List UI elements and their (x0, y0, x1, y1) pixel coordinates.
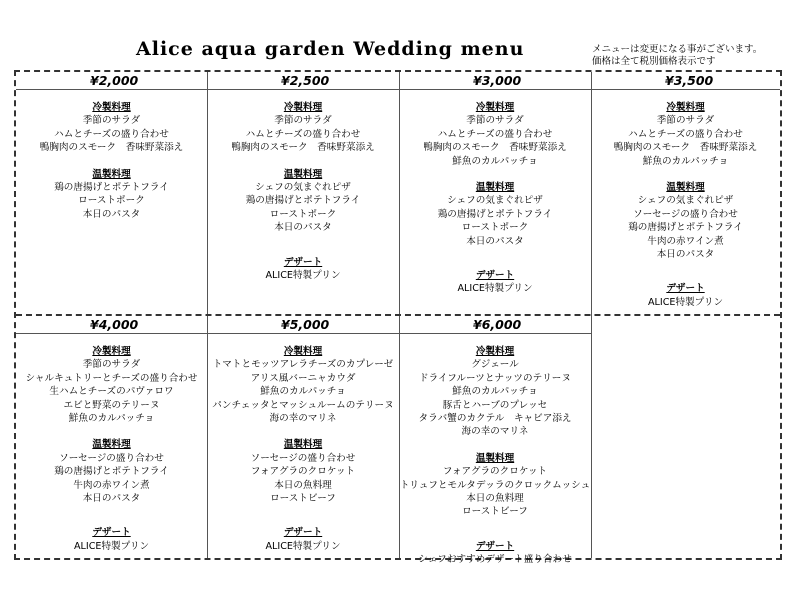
price-underline (207, 89, 399, 90)
section-heading: 冷製料理 (666, 102, 705, 113)
menu-item: 本日のパスタ (274, 222, 332, 234)
menu-item: 鶏の唐揚げとポテトフライ (628, 222, 743, 234)
menu-item: ALICE特製プリン (265, 270, 341, 282)
menu-item: 季節のサラダ (82, 359, 141, 371)
menu-item: 鮮魚のカルパッチョ (260, 386, 346, 398)
menu-item: 鶏の唐揚げとポテトフライ (54, 466, 169, 478)
section-spacer (16, 155, 207, 168)
menu-item: タラバ蟹のカクテル キャビア添え (418, 413, 572, 425)
menu-item: 季節のサラダ (274, 115, 332, 127)
menu-item: ハムとチーズの盛り合わせ (245, 128, 361, 140)
note-tax: 価格は全て税別価格表示です (592, 56, 716, 67)
section-heading: 温製料理 (475, 452, 515, 464)
section-heading: 温製料理 (283, 168, 323, 180)
menu-item: ハムとチーズの盛り合わせ (437, 128, 553, 140)
section-heading: 冷製料理 (475, 346, 515, 357)
menu-item: 本日のパスタ (82, 208, 141, 220)
menu-item: アリス風バーニャカウダ (250, 372, 356, 384)
menu-item: 本日の魚料理 (274, 479, 332, 491)
section-spacer (399, 439, 591, 452)
menu-item: ローストポーク (269, 208, 337, 220)
section-heading: 冷製料理 (92, 102, 131, 113)
menu-item: ローストビーフ (462, 506, 528, 518)
section-heading: 温製料理 (92, 168, 131, 180)
menu-item: 鴨胸肉のスモーク 香味野菜添え (423, 142, 567, 154)
menu-item: 鮮魚のカルパッチョ (452, 155, 538, 167)
section-heading: 冷製料理 (283, 102, 323, 113)
menu-item: 本日のパスタ (466, 235, 524, 247)
menu-item: 海の幸のマリネ (461, 426, 529, 438)
menu-item: 本日の魚料理 (466, 493, 524, 505)
menu-item: ソーセージの盛り合わせ (633, 208, 738, 220)
menu-item: 本日のパスタ (82, 493, 141, 505)
section-heading: デザート (666, 283, 705, 295)
menu-item: エビと野菜のテリーヌ (63, 399, 160, 411)
price-underline (16, 89, 207, 90)
menu-item: ハムとチーズの盛り合わせ (54, 128, 169, 140)
menu-price: ¥4,000 (90, 317, 139, 332)
section-heading: 温製料理 (92, 439, 131, 451)
menu-item: シェフの気まぐれピザ (637, 195, 734, 207)
menu-item: ローストポーク (78, 195, 145, 207)
menu-item: 鶏の唐揚げとポテトフライ (245, 195, 361, 207)
menu-item: フォアグラのクロケット (442, 466, 548, 478)
menu-column (399, 345, 591, 567)
menu-item: 季節のサラダ (656, 115, 715, 127)
section-heading: デザート (92, 527, 131, 539)
menu-notes (592, 44, 762, 68)
menu-item: 本日のパスタ (656, 249, 715, 261)
menu-column (591, 101, 780, 309)
menu-item: ALICE特製プリン (73, 540, 150, 552)
section-heading: 冷製料理 (283, 346, 323, 357)
section-heading: デザート (475, 270, 515, 282)
menu-price: ¥2,000 (90, 73, 139, 88)
menu-column (399, 101, 591, 296)
menu-item: ハムとチーズの盛り合わせ (628, 128, 743, 140)
price-underline (591, 89, 780, 90)
section-spacer (591, 261, 780, 282)
menu-item: シェフの気まぐれピザ (447, 195, 543, 207)
menu-item: シェフおすすめデザート盛り合わせ (418, 554, 572, 566)
menu-item: 鴨胸肉のスモーク 香味野菜添え (231, 142, 375, 154)
price-underline (16, 333, 207, 334)
menu-column (16, 101, 207, 221)
menu-item: 鴨胸肉のスモーク 香味野菜添え (613, 142, 758, 154)
section-spacer (207, 155, 399, 168)
menu-item: フォアグラのクロケット (250, 466, 356, 478)
menu-price: ¥2,500 (281, 73, 330, 88)
menu-item: 季節のサラダ (466, 115, 524, 127)
section-heading: デザート (475, 540, 515, 552)
menu-price: ¥3,500 (665, 73, 714, 88)
menu-item: トマトとモッツアレラチーズのカプレーゼ (212, 359, 394, 371)
section-spacer (207, 505, 399, 526)
menu-item: ソーセージの盛り合わせ (59, 452, 164, 464)
price-underline (399, 333, 591, 334)
menu-item: ローストビーフ (270, 493, 336, 505)
menu-grid (14, 70, 782, 566)
menu-item: 鮮魚のカルパッチョ (642, 155, 729, 167)
menu-item: ALICE特製プリン (457, 283, 533, 295)
section-spacer (207, 425, 399, 438)
section-spacer (399, 248, 591, 269)
menu-price: ¥3,000 (473, 73, 522, 88)
menu-column (16, 345, 207, 553)
section-heading: デザート (283, 527, 323, 539)
price-underline (207, 333, 399, 334)
menu-item: 海の幸のマリネ (269, 413, 337, 425)
menu-item: シェフの気まぐれピザ (255, 182, 351, 194)
menu-price: ¥5,000 (281, 317, 330, 332)
menu-item: 鮮魚のカルパッチョ (452, 386, 538, 398)
menu-item: パンチェッタとマッシュルームのテリーヌ (212, 399, 394, 411)
section-spacer (399, 168, 591, 181)
section-spacer (207, 235, 399, 256)
menu-item: 鴨胸肉のスモーク 香味野菜添え (39, 142, 184, 154)
menu-price: ¥6,000 (473, 317, 522, 332)
menu-item: ローストポーク (461, 222, 529, 234)
section-spacer (16, 505, 207, 526)
menu-item: ALICE特製プリン (647, 296, 724, 308)
menu-item: ALICE特製プリン (265, 540, 341, 552)
price-underline (399, 89, 591, 90)
menu-item: 牛肉の赤ワイン煮 (73, 479, 150, 491)
page-title: Alice aqua garden Wedding menu (136, 38, 525, 60)
menu-item: グジェール (471, 359, 519, 371)
menu-item: 鮮魚のカルパッチョ (68, 413, 155, 425)
section-heading: 冷製料理 (475, 102, 515, 113)
menu-item: 鶏の唐揚げとポテトフライ (54, 182, 169, 194)
menu-column (207, 101, 399, 282)
section-heading: 温製料理 (475, 182, 515, 194)
menu-item: シャルキュトリーとチーズの盛り合わせ (25, 372, 198, 384)
menu-item: 季節のサラダ (82, 115, 141, 127)
note-change: メニューは変更になる事がございます。 (592, 44, 763, 55)
section-heading: デザート (283, 256, 323, 268)
section-heading: 温製料理 (283, 439, 323, 451)
section-spacer (591, 168, 780, 181)
menu-item: 牛肉の赤ワイン煮 (647, 235, 724, 247)
menu-column (207, 345, 399, 553)
menu-item: 生ハムとチーズのパヴァロワ (49, 386, 174, 398)
menu-item: 鶏の唐揚げとポテトフライ (437, 208, 553, 220)
section-spacer (399, 519, 591, 540)
menu-item: ドライフルーツとナッツのテリーヌ (419, 372, 571, 384)
section-spacer (16, 425, 207, 438)
row-divider (16, 314, 780, 316)
section-heading: 温製料理 (666, 182, 705, 194)
menu-item: ソーセージの盛り合わせ (250, 452, 356, 464)
menu-item: トリュフとモルタデッラのクロックムッシュ (399, 479, 591, 491)
section-heading: 冷製料理 (92, 346, 131, 357)
menu-item: 豚舌とハーブのプレッセ (442, 399, 548, 411)
